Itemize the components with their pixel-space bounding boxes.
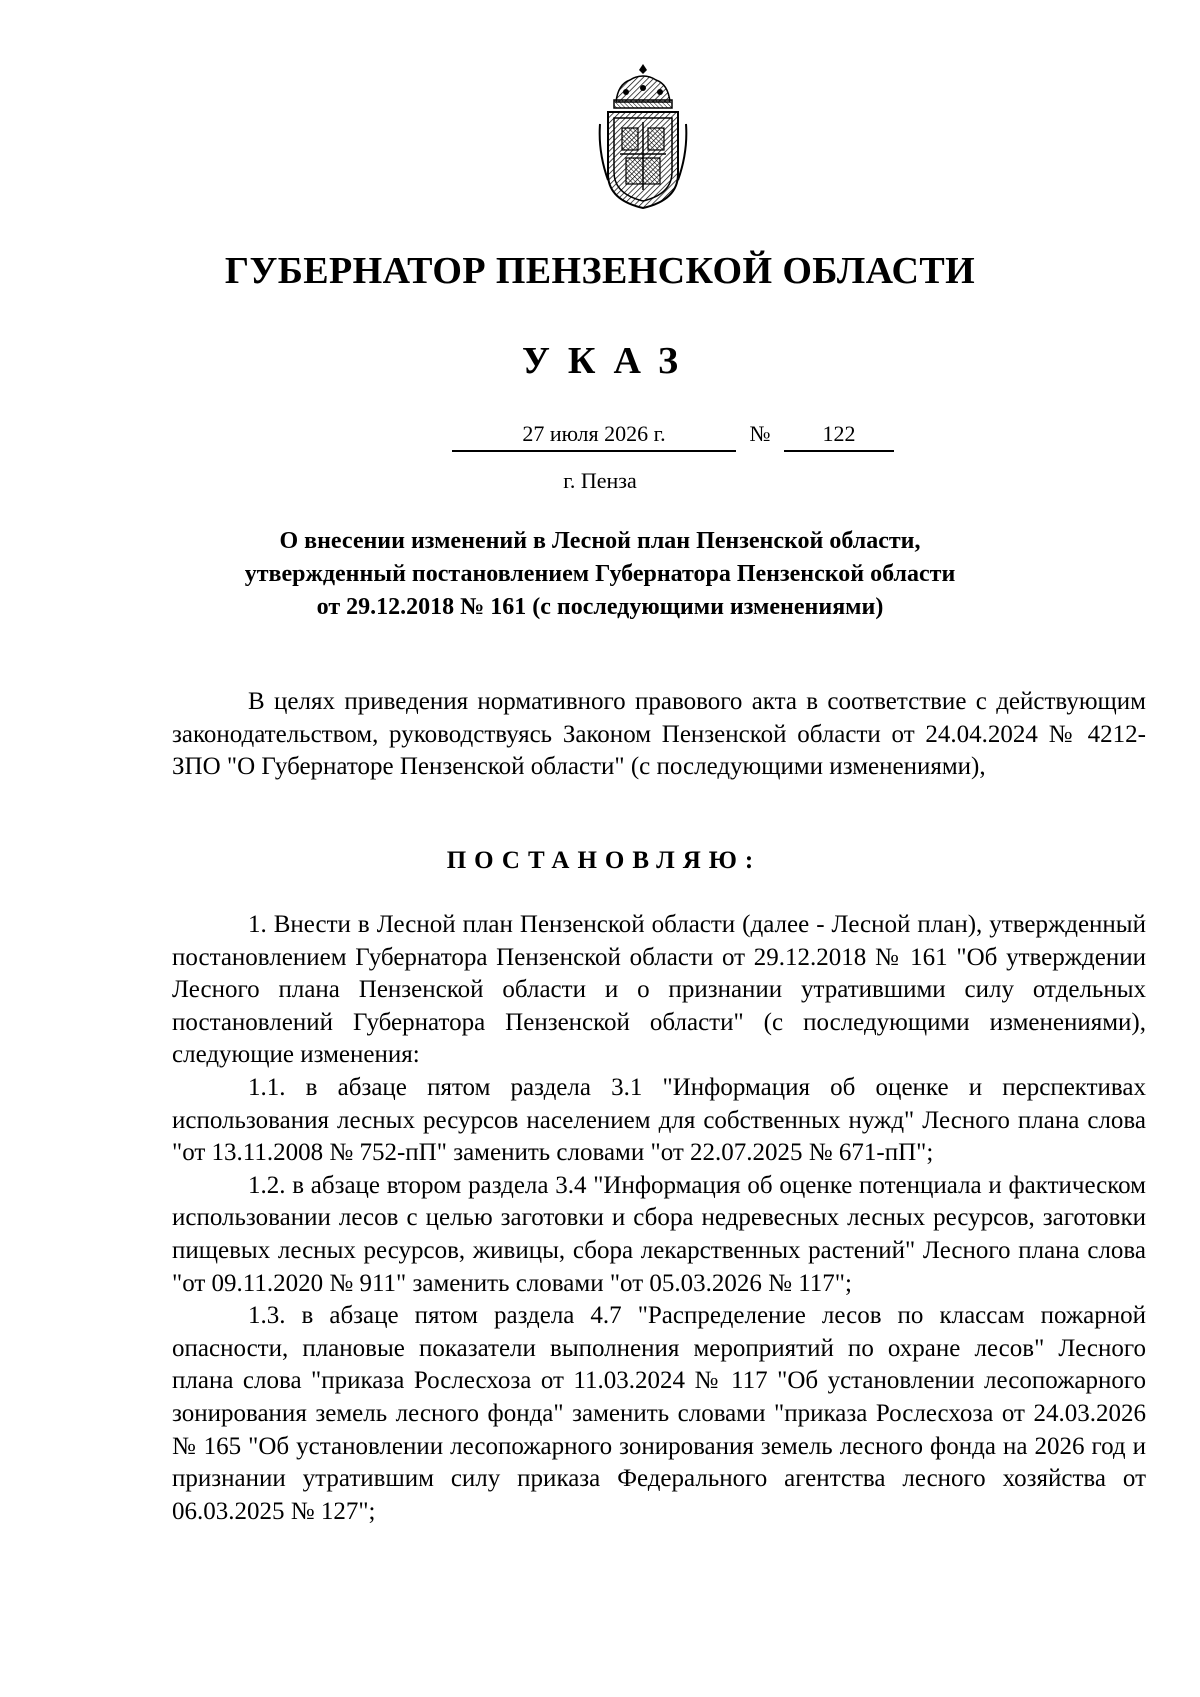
subject-line: утвержденный постановлением Губернатора Пензенской области	[244, 561, 956, 587]
number-sign-label: №	[749, 421, 771, 446]
preamble-paragraph-block	[172, 686, 1146, 784]
coat-of-arms-icon	[596, 62, 690, 212]
subject-line: от 29.12.2018 № 161 (с последующими изменениями)	[316, 594, 884, 620]
document-number-field: 122	[784, 420, 894, 452]
decree-point-1-3: 1.3. в абзаце пятом раздела 4.7 "Распределение лесов по классам пожарной опасности, плановые показатели выполнения мероприятий по охране лесов" Лесного плана слова "приказа Рослесхоза от 11.03.2024 № 117 "Об установлении лесопожарного зонирования земель лесного фонда" заменить словами "приказа Рослесхоза от 24.03.2026 № 165 "Об установлении лесопожарного зонирования земель лесного фонда на 2026 год и признании утратившим силу приказа Федерального агентства лесного хозяйства от 06.03.2025 № 127";	[172, 1302, 1146, 1525]
document-date-field: 27 июля 2026 г.	[452, 420, 736, 452]
issuing-authority-title: ГУБЕРНАТОР ПЕНЗЕНСКОЙ ОБЛАСТИ	[224, 250, 976, 292]
decree-points-list	[172, 909, 1146, 1528]
document-type-title: УКАЗ	[522, 340, 696, 382]
decree-point-1: 1. Внести в Лесной план Пензенской области (далее - Лесной план), утвержденный постановлением Губернатора Пензенской области от 29.12.2018 № 161 "Об утверждении Лесного плана Пензенской области и о признании утратившими силу отдельных постановлений Губернатора Пензенской области" (с последующими изменениями), следующие изменения:	[172, 911, 1146, 1069]
decree-point-1-2: 1.2. в абзаце втором раздела 3.4 "Информация об оценке потенциала и фактическом использовании лесов с целью заготовки и сбора недревесных лесных ресурсов, заготовки пищевых лесных ресурсов, живицы, сбора лекарственных растений" Лесного плана слова "от 09.11.2020 № 911" заменить словами "от 05.03.2026 № 117";	[172, 1171, 1146, 1297]
decree-operative-word: ПОСТАНОВЛЯЮ:	[446, 847, 762, 874]
document-subject-title	[150, 525, 1050, 624]
coat-of-arms-emblem	[596, 62, 690, 212]
decree-point-1-1: 1.1. в абзаце пятом раздела 3.1 "Информация об оценке и перспективах использования лесных ресурсов населением для собственных нужд" Лесного плана слова "от 13.11.2008 № 752-пП" заменить словами "от 22.07.2025 № 671-пП";	[172, 1073, 1146, 1167]
preamble-paragraph: В целях приведения нормативного правового акта в соответствие с действующим законодательством, руководствуясь Законом Пензенской области от 24.04.2024 № 4212-ЗПО "О Губернаторе Пензенской области" (с последующими изменениями),	[172, 688, 1146, 781]
subject-line: О внесении изменений в Лесной план Пензенской области,	[279, 528, 921, 554]
issue-city: г. Пенза	[563, 468, 637, 493]
